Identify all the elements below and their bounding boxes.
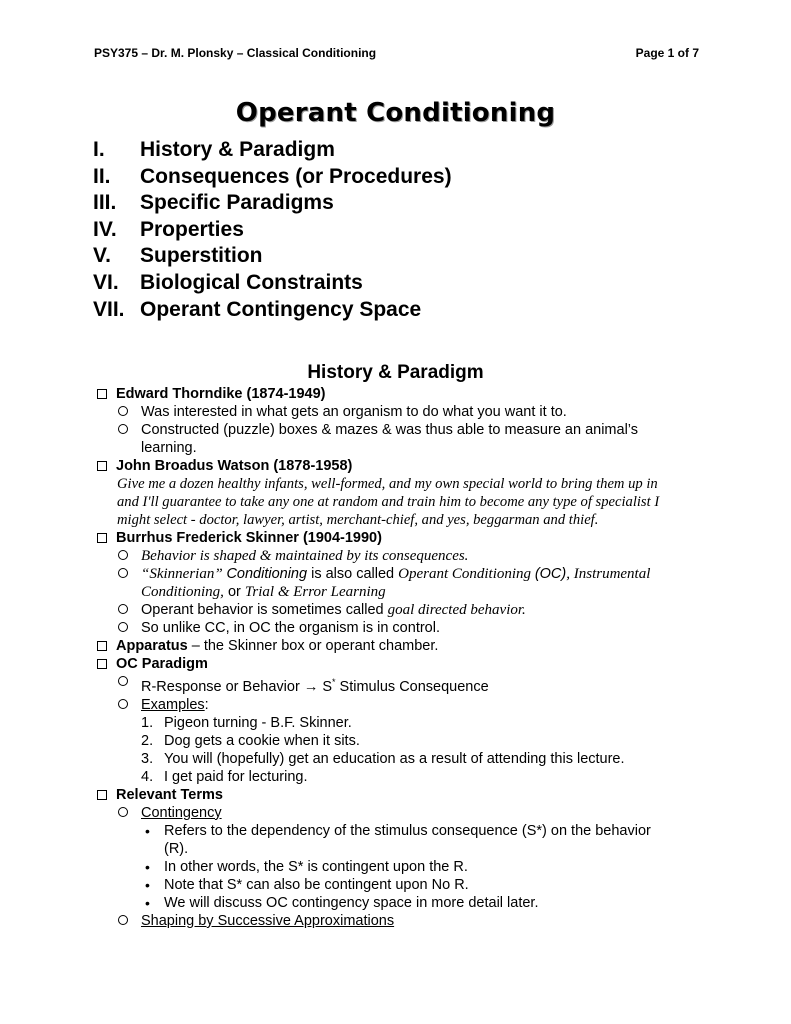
examples-label: Examples: [141, 696, 205, 713]
outline-item: [93, 297, 452, 324]
checkbox-bullet-icon: [97, 659, 107, 669]
numbered-item-text: You will (hopefully) get an education as a result of attending this lecture.: [164, 750, 625, 767]
bullet-item: [0, 894, 791, 912]
outline-item: [93, 243, 452, 270]
topic-title: Relevant Terms: [116, 786, 223, 803]
list-item: [0, 619, 791, 637]
header-course: PSY375 – Dr. M. Plonsky – Classical Conditioning: [94, 46, 377, 60]
circle-bullet-icon: [118, 406, 128, 416]
dot-bullet-icon: •: [145, 858, 150, 875]
item-number: 1.: [141, 714, 154, 731]
list-item: [0, 673, 791, 696]
circle-bullet-icon: [118, 568, 128, 578]
numbered-item: [0, 768, 791, 786]
text-fragment: Conditioning,: [141, 584, 224, 600]
outline-number: II.: [93, 164, 111, 188]
checkbox-bullet-icon: [97, 641, 107, 651]
outline-list: [93, 137, 452, 323]
numbered-item-text: Pigeon turning - B.F. Skinner.: [164, 714, 352, 731]
text-fragment: “Skinnerian”: [141, 566, 227, 582]
topic-watson: [0, 457, 791, 475]
topic-title: Apparatus: [116, 638, 188, 654]
outline-label: Biological Constraints: [140, 270, 363, 294]
dot-bullet-icon: •: [145, 894, 150, 911]
outline-item: [93, 217, 452, 244]
dot-bullet-icon: •: [145, 876, 150, 893]
topic-relevant-terms: [0, 786, 791, 804]
outline-item: [93, 137, 452, 164]
outline-label: Superstition: [140, 244, 263, 268]
text-fragment: Stimulus Consequence: [335, 678, 489, 695]
list-item-continuation: [0, 439, 791, 457]
text-fragment: goal directed behavior: [387, 602, 523, 618]
list-item: [0, 696, 791, 714]
text-fragment: .: [522, 602, 526, 618]
dot-bullet-icon: •: [145, 822, 150, 839]
list-item: [0, 565, 791, 583]
outline-item: [93, 164, 452, 191]
arrow-right-icon: →: [303, 678, 319, 695]
bullet-item: [0, 822, 791, 840]
numbered-item-text: I get paid for lecturing.: [164, 768, 308, 785]
bullet-item: [0, 858, 791, 876]
circle-bullet-icon: [118, 807, 128, 817]
list-item-text: Was interested in what gets an organism to do what you want it to.: [141, 404, 567, 420]
numbered-item-text: Dog gets a cookie when it sits.: [164, 732, 360, 749]
topic-skinner: [0, 529, 791, 547]
checkbox-bullet-icon: [97, 790, 107, 800]
topic-thorndike: [0, 385, 791, 403]
topic-apparatus: [0, 637, 791, 655]
term-contingency: Contingency: [141, 804, 222, 821]
outline-label: Specific Paradigms: [140, 191, 334, 215]
item-number: 3.: [141, 750, 154, 767]
topic-title: John Broadus Watson (1878-1958): [116, 458, 353, 474]
section-body: [0, 385, 791, 930]
topic-title: Burrhus Frederick Skinner (1904-1990): [116, 530, 382, 546]
outline-label: Consequences (or Procedures): [140, 164, 452, 188]
header-page-number: Page 1 of 7: [635, 46, 699, 60]
list-item-text: Constructed (puzzle) boxes & mazes & was thus able to measure an animal’s: [141, 422, 639, 438]
outline-item: [93, 270, 452, 297]
page-title: Operant Conditioning: [235, 98, 556, 128]
text-fragment: S: [318, 678, 333, 695]
text-fragment: Trial & Error Learning: [244, 584, 386, 600]
list-item-text: Behavior is shaped & maintained by its consequences.: [141, 548, 469, 564]
circle-bullet-icon: [118, 915, 128, 925]
topic-text: – the Skinner box or operant chamber.: [187, 638, 439, 654]
bullet-text: In other words, the S* is contingent upon the R.: [164, 858, 468, 875]
bullet-item-continuation: [0, 840, 791, 858]
item-number: 2.: [141, 732, 154, 749]
outline-number: III.: [93, 191, 117, 215]
outline-number: IV.: [93, 217, 117, 241]
term-shaping: Shaping by Successive Approximations: [141, 912, 395, 929]
text-fragment: (OC): [534, 566, 567, 582]
text-fragment: :: [204, 696, 209, 713]
list-item: [0, 804, 791, 822]
bullet-text: Note that S* can also be contingent upon No R.: [164, 876, 469, 893]
bullet-text: We will discuss OC contingency space in more detail later.: [164, 894, 539, 911]
superscript-star: *: [332, 677, 336, 687]
list-item: [0, 547, 791, 565]
text-fragment: , Instrumental: [566, 566, 651, 582]
circle-bullet-icon: [118, 550, 128, 560]
topic-title: OC Paradigm: [116, 656, 208, 672]
bullet-text: Refers to the dependency of the stimulus consequence (S*) on the behavior: [164, 822, 651, 839]
topic-title: Edward Thorndike (1874-1949): [116, 386, 326, 402]
item-number: 4.: [141, 768, 154, 785]
outline-label: Operant Contingency Space: [140, 297, 422, 321]
bullet-text: (R).: [164, 840, 189, 857]
list-item: [0, 421, 791, 439]
numbered-item: [0, 750, 791, 768]
text-fragment: Conditioning: [226, 566, 308, 582]
checkbox-bullet-icon: [97, 461, 107, 471]
text-fragment: Operant Conditioning: [398, 566, 535, 582]
circle-bullet-icon: [118, 424, 128, 434]
outline-number: I.: [93, 138, 105, 161]
text-fragment: R-Response or Behavior: [141, 678, 304, 695]
text-fragment: or: [223, 584, 245, 600]
topic-oc-paradigm: [0, 655, 791, 673]
section-heading: History & Paradigm: [307, 362, 484, 383]
circle-bullet-icon: [118, 676, 128, 686]
outline-label: Properties: [140, 217, 244, 241]
list-item-text: learning.: [141, 440, 197, 456]
circle-bullet-icon: [118, 604, 128, 614]
quote-line: and I'll guarantee to take any one at random and train him to become any type of specialist I: [117, 494, 660, 510]
text-fragment: is also called: [307, 566, 399, 582]
list-item: [0, 912, 791, 930]
checkbox-bullet-icon: [97, 389, 107, 399]
outline-item: [93, 190, 452, 217]
list-item-text: So unlike CC, in OC the organism is in control.: [141, 620, 440, 636]
outline-number: V.: [93, 244, 111, 268]
numbered-item: [0, 732, 791, 750]
list-item: [0, 403, 791, 421]
outline-number: VII.: [93, 297, 125, 321]
circle-bullet-icon: [118, 699, 128, 709]
text-fragment: Operant behavior is sometimes called: [141, 602, 388, 618]
quote-line: Give me a dozen healthy infants, well-formed, and my own special world to bring them up in: [117, 476, 658, 492]
list-item: [0, 601, 791, 619]
bullet-item: [0, 876, 791, 894]
numbered-item: [0, 714, 791, 732]
circle-bullet-icon: [118, 622, 128, 632]
outline-label: History & Paradigm: [140, 138, 335, 161]
checkbox-bullet-icon: [97, 533, 107, 543]
list-item-continuation: [0, 583, 791, 601]
quote-line: might select - doctor, lawyer, artist, merchant-chief, and yes, beggarman and thief.: [117, 512, 599, 528]
outline-number: VI.: [93, 270, 119, 294]
